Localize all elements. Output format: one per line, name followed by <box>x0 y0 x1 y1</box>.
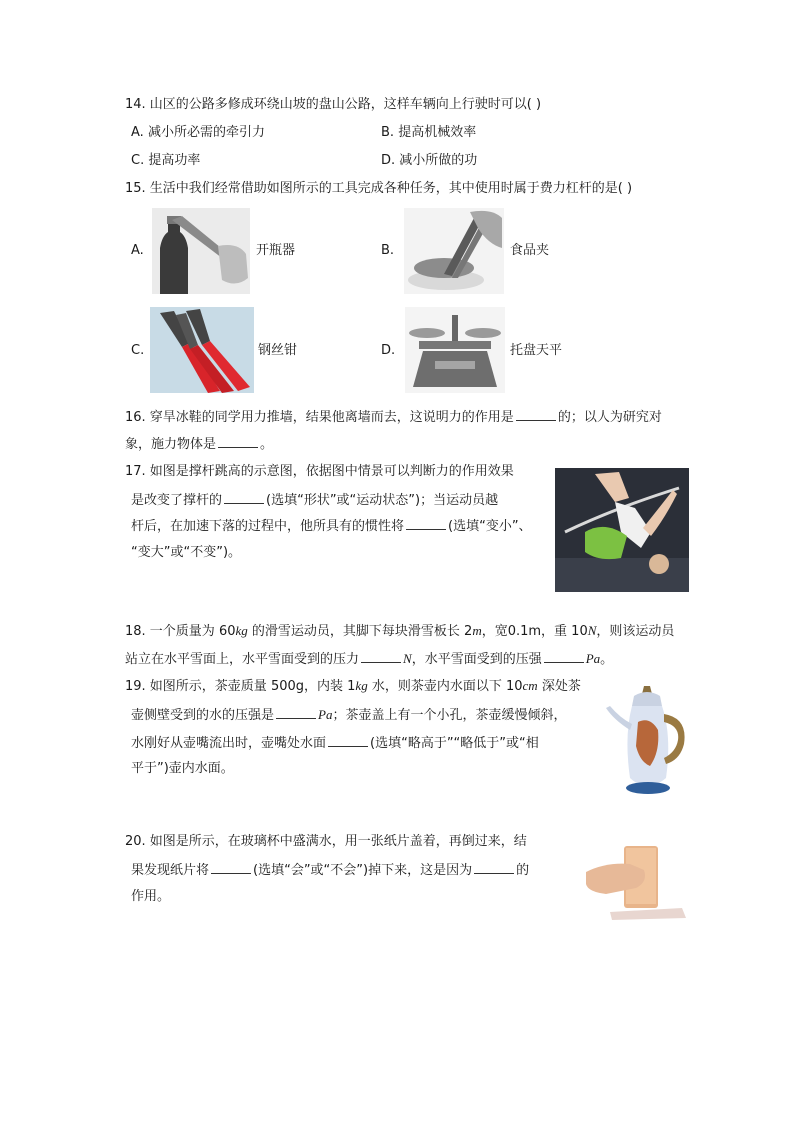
text: 壶侧壁受到的水的压强是 <box>131 708 275 723</box>
unit: kg <box>235 623 248 638</box>
answer-blank <box>474 860 514 874</box>
q15-option-a-text: 开瓶器 <box>256 243 296 258</box>
answer-blank <box>516 407 556 421</box>
q16-line-2 <box>125 434 273 454</box>
answer-blank <box>544 649 584 663</box>
text: 16. 穿旱冰鞋的同学用力推墙，结果他离墙而去，这说明力的作用是 <box>125 410 514 425</box>
text: (选填“形状”或“运动状态”)；当运动员越 <box>266 493 499 508</box>
text: 。 <box>260 437 274 452</box>
q19-line-4: 平于”)壶内水面。 <box>131 761 234 776</box>
text: 果发现纸片将 <box>131 863 210 878</box>
option-letter: B. <box>381 125 395 140</box>
option-letter: C. <box>131 153 145 168</box>
answer-blank <box>328 733 368 747</box>
option-text: 提高机械效率 <box>398 125 477 140</box>
text: 的；以人为研究对 <box>557 410 662 425</box>
text: 。 <box>600 652 614 667</box>
q19-line-2 <box>131 705 566 725</box>
q20-line-1: 20. 如图是所示，在玻璃杯中盛满水，用一张纸片盖着，再倒过来，结 <box>125 834 527 849</box>
q17-line-4: “变大”或“不变”)。 <box>131 545 242 560</box>
unit: N <box>587 623 597 638</box>
bottle-opener-image <box>152 208 250 294</box>
tray-balance-image <box>405 307 505 393</box>
option-letter: D. <box>381 153 396 168</box>
q15-option-c-text: 钢丝钳 <box>258 343 298 358</box>
q15-option-d-text: 托盘天平 <box>510 343 563 358</box>
text: 是改变了撑杆的 <box>131 493 223 508</box>
q14-option-b <box>381 124 476 142</box>
q17-line-2 <box>131 490 498 510</box>
text: ；茶壶盖上有一个小孔，茶壶缓慢倾斜， <box>332 708 567 723</box>
text: 的滑雪运动员，其脚下每块滑雪板长 2 <box>247 624 473 639</box>
option-text: 减小所必需的牵引力 <box>147 125 265 140</box>
q15-option-b-text: 食品夹 <box>510 243 550 258</box>
q17-line-1: 17. 如图是撑杆跳高的示意图，依据图中情景可以判断力的作用效果 <box>125 464 514 479</box>
q18-line-1 <box>125 622 674 641</box>
q17-line-3 <box>131 516 532 536</box>
text: 深处茶 <box>537 679 581 694</box>
inverted-glass-image <box>586 842 688 920</box>
answer-blank <box>218 434 258 448</box>
unit: cm <box>522 678 538 693</box>
q16-line-1 <box>125 407 662 427</box>
q20-line-3: 作用。 <box>131 889 171 904</box>
text: 的 <box>516 863 530 878</box>
answer-blank <box>224 490 264 504</box>
unit: Pa <box>585 651 601 666</box>
text: (选填“变小”、 <box>448 519 532 534</box>
option-letter: A. <box>131 125 144 140</box>
text: ，水平雪面受到的压强 <box>411 652 542 667</box>
q14-option-d <box>381 152 477 170</box>
pliers-image <box>150 307 254 393</box>
q14-option-c <box>131 152 200 170</box>
text: 18. 一个质量为 60 <box>125 624 236 639</box>
q15-option-b-letter: B. <box>381 243 395 258</box>
q19-line-1 <box>125 677 581 696</box>
text: 水刚好从壶嘴流出时，壶嘴处水面 <box>131 736 327 751</box>
q18-line-2 <box>125 649 613 669</box>
text: 水，则茶壶内水面以下 10 <box>367 679 523 694</box>
text: ，宽0.1m，重 10 <box>481 624 588 639</box>
option-text: 提高功率 <box>148 153 201 168</box>
answer-blank <box>276 705 316 719</box>
unit: N <box>403 651 412 666</box>
answer-blank <box>211 860 251 874</box>
q15-option-d-letter: D. <box>381 343 396 358</box>
q15-option-a-letter: A. <box>131 243 144 258</box>
q15-option-c-letter: C. <box>131 343 145 358</box>
q20-line-2 <box>131 860 529 880</box>
text: 杆后，在加速下落的过程中，他所具有的惯性将 <box>131 519 405 534</box>
text: 19. 如图所示，茶壶质量 500g，内装 1 <box>125 679 356 694</box>
text: 站立在水平雪面上，水平雪面受到的压力 <box>125 652 360 667</box>
text: (选填“会”或“不会”)掉下来，这是因为 <box>253 863 473 878</box>
teapot-image <box>604 686 690 798</box>
text: ，则该运动员 <box>596 624 675 639</box>
text: 象，施力物体是 <box>125 437 217 452</box>
q15-stem: 15. 生活中我们经常借助如图所示的工具完成各种任务，其中使用时属于费力杠杆的是( ) <box>125 181 633 196</box>
answer-blank <box>361 649 401 663</box>
unit: Pa <box>318 707 333 722</box>
q19-line-3 <box>131 733 539 753</box>
unit: kg <box>355 678 368 693</box>
answer-blank <box>406 516 446 530</box>
food-tongs-image <box>404 208 504 294</box>
option-text: 减小所做的功 <box>399 153 478 168</box>
q14-option-a <box>131 124 265 142</box>
unit: m <box>472 623 482 638</box>
pole-vault-image <box>555 468 689 592</box>
q14-stem: 14. 山区的公路多修成环绕山坡的盘山公路，这样车辆向上行驶时可以( ) <box>125 97 542 112</box>
text: (选填“略高于”“略低于”或“相 <box>370 736 539 751</box>
